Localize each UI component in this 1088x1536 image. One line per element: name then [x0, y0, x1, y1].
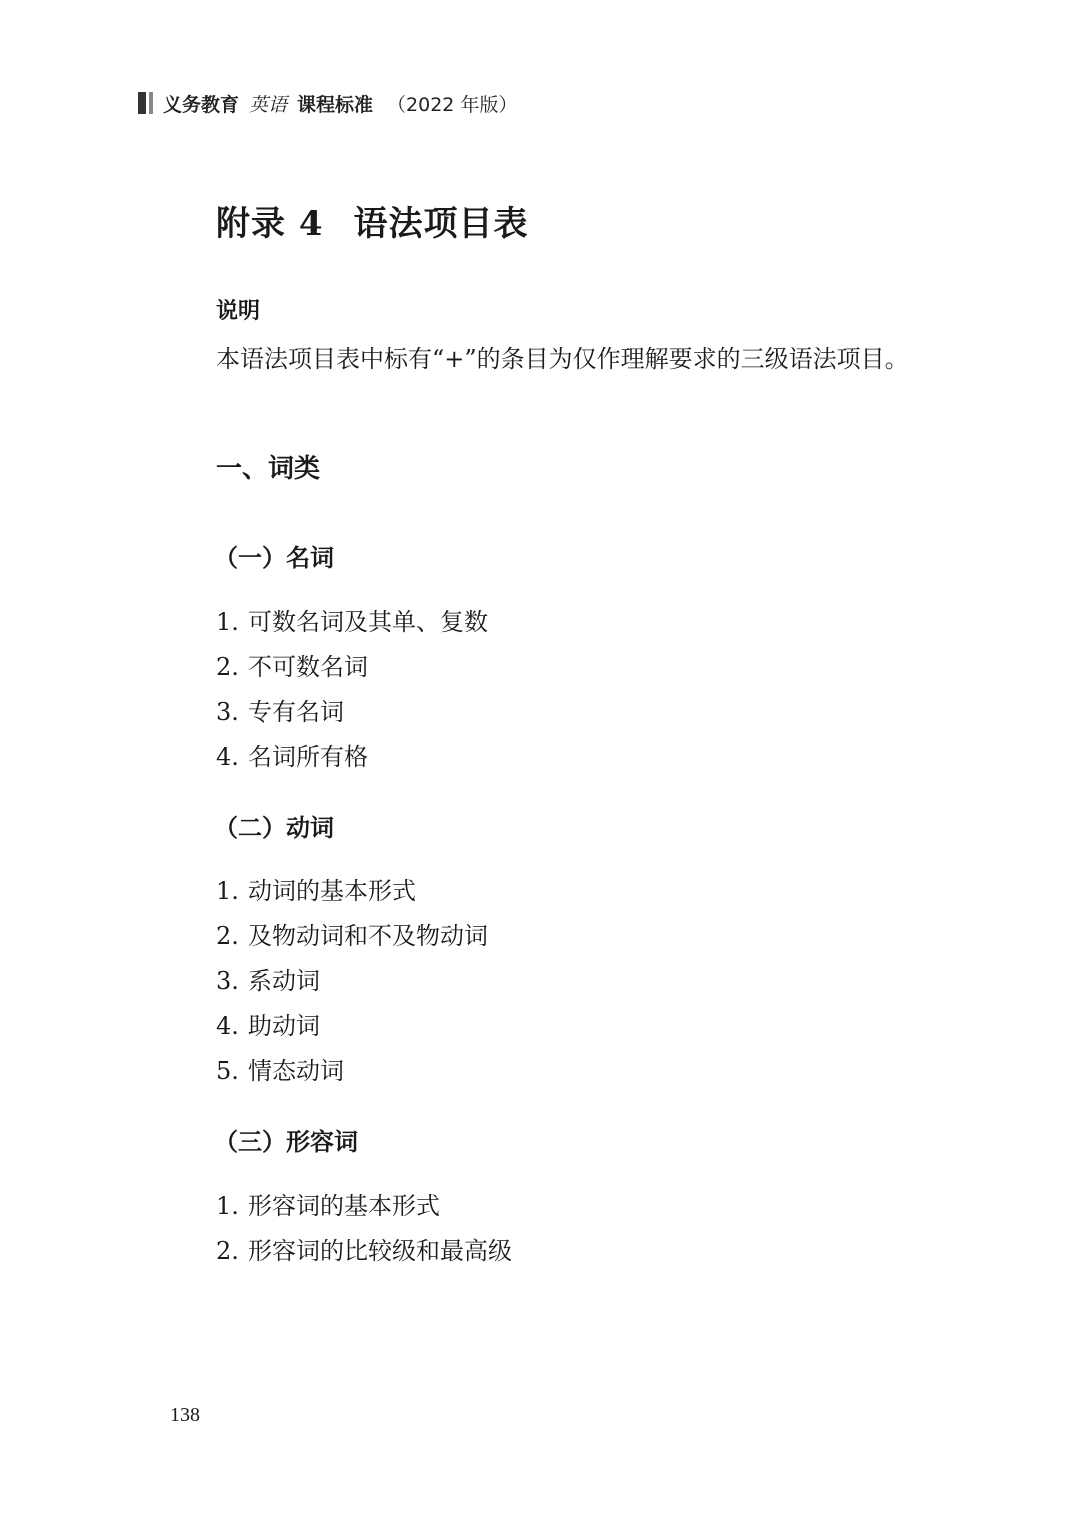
header-edition: （2022 年版）: [387, 93, 518, 116]
list-item: 2. 形容词的比较级和最高级: [216, 1237, 512, 1265]
list-item: 2. 及物动词和不及物动词: [216, 922, 488, 950]
chapter-name: 语法项目表: [353, 204, 529, 244]
chapter-title: [216, 196, 529, 245]
subsection-heading-adjectives: （三）形容词: [214, 1128, 358, 1156]
header-title-prefix: 义务教育: [163, 93, 240, 116]
list-item: 1. 可数名词及其单、复数: [216, 608, 488, 636]
list-item: 4. 名词所有格: [216, 743, 368, 771]
note-text: 本语法项目表中标有“+”的条目为仅作理解要求的三级语法项目。: [216, 345, 909, 373]
adjective-list: [216, 1184, 512, 1274]
note-heading: 说明: [216, 299, 261, 324]
list-item: 4. 助动词: [216, 1012, 320, 1040]
list-item: 3. 系动词: [216, 967, 320, 995]
chapter-label: 附录 4: [216, 204, 324, 244]
verb-list: [216, 869, 488, 1094]
header-subject: 英语: [249, 93, 288, 116]
subsection-heading-nouns: （一）名词: [214, 544, 334, 572]
noun-list: [216, 600, 488, 780]
list-item: 1. 形容词的基本形式: [216, 1192, 440, 1220]
list-item: 1. 动词的基本形式: [216, 877, 416, 905]
list-item: 5. 情态动词: [216, 1057, 344, 1085]
header-bar-icon: [138, 92, 153, 114]
running-header: [138, 88, 517, 118]
subsection-heading-verbs: （二）动词: [214, 814, 334, 842]
header-title-suffix: 课程标准: [297, 93, 374, 116]
list-item: 2. 不可数名词: [216, 653, 368, 681]
page-number: 138: [170, 1404, 200, 1426]
list-item: 3. 专有名词: [216, 698, 344, 726]
section-heading: 一、词类: [216, 454, 321, 484]
